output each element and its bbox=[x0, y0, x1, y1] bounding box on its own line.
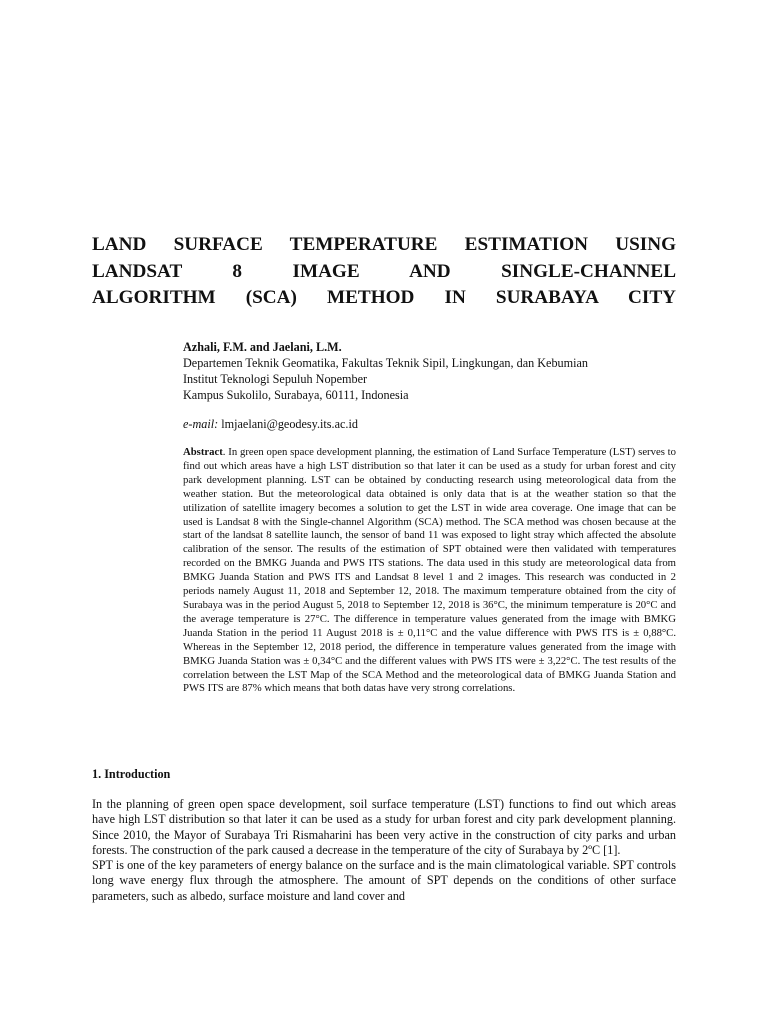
email-address: lmjaelani@geodesy.its.ac.id bbox=[221, 417, 358, 431]
paragraph: SPT is one of the key parameters of energy balance on the surface and is the main climatological variable. SPT controls long wave energy flux through the atmosphere. The amount of SPT depends on the conditions of other surface parameters, such as albedo, surface moisture and land cover and bbox=[92, 858, 676, 903]
affiliation bbox=[183, 355, 683, 403]
affiliation-line: Kampus Sukolilo, Surabaya, 60111, Indonesia bbox=[183, 388, 409, 402]
abstract-label: Abstract bbox=[183, 446, 223, 458]
paper-title bbox=[92, 232, 676, 312]
body-text bbox=[92, 797, 676, 904]
abstract-text: . In green open space development planning, the estimation of Land Surface Temperature (LST) serves to find out which areas have a high LST distribution so that later it can be used as a study for urban forest and city park development planning. LST can be obtained by conducting research using meteorological data from the weather station. But the meteorological data obtained is only data that is at the weather station so that the utilization of satellite imagery becomes a solution to get the LST in wide area coverage. One image that can be used is Landsat 8 with the Single-channel Algorithm (SCA) method. The SCA method was chosen because at the start of the landsat 8 satellite launch, the sensor of band 11 was exposed to light stray which affected the absolute calibration of the sensor. The results of the estimation of SPT obtained were then validated with temperatures recorded on the BMKG Juanda and PWS ITS stations. The data used in this study are meteorological data from BMKG Juanda Station and PWS ITS and Landsat 8 level 1 and 2 images. This research was conducted in 2 periods namely August 11, 2018 and September 12, 2018. The maximum temperature obtained from the city of Surabaya was in the period August 5, 2018 to September 12, 2018 is 36°C, the minimum temperature is 20°C and the average temperature is 27°C. The difference in temperature values generated from the image with BMKG Juanda Station in the period 11 August 2018 is ± 0,11°C and the value difference with PWS ITS is ± 0,88°C. Whereas in the September 12, 2018 period, the difference in temperature values generated from the image with BMKG Juanda Station was ± 0,34°C and the different values with PWS ITS were ± 3,22°C. The test results of the correlation between the LST Map of the SCA Method and the meteorological data of BMKG Juanda Station and PWS ITS are 87% which means that both datas have very strong correlations. bbox=[183, 446, 676, 695]
title-line: LANDSAT 8 IMAGE AND SINGLE-CHANNEL bbox=[92, 260, 676, 282]
affiliation-line: Institut Teknologi Sepuluh Nopember bbox=[183, 372, 368, 386]
title-line: LAND SURFACE TEMPERATURE ESTIMATION USING bbox=[92, 234, 676, 255]
section-heading: 1. Introduction bbox=[92, 767, 171, 781]
email-label: e-mail: bbox=[183, 417, 219, 431]
affiliation-line: Departemen Teknik Geomatika, Fakultas Teknik Sipil, Lingkungan, dan Kebumian bbox=[183, 356, 589, 370]
title-line: ALGORITHM (SCA) METHOD IN SURABAYA CITY bbox=[92, 287, 676, 308]
email bbox=[183, 416, 358, 432]
abstract bbox=[183, 446, 676, 696]
paragraph: In the planning of green open space development, soil surface temperature (LST) functions to find out which areas have high LST distribution so that later it can be used as a study for urban forest and city park development planning. Since 2010, the Mayor of Surabaya Tri Rismaharini has been very active in the construction of city parks and urban forests. The construction of the park caused a decrease in the temperature of the city of Surabaya by 2ºC [1]. bbox=[92, 797, 676, 857]
authors: Azhali, F.M. and Jaelani, L.M. bbox=[183, 340, 342, 354]
